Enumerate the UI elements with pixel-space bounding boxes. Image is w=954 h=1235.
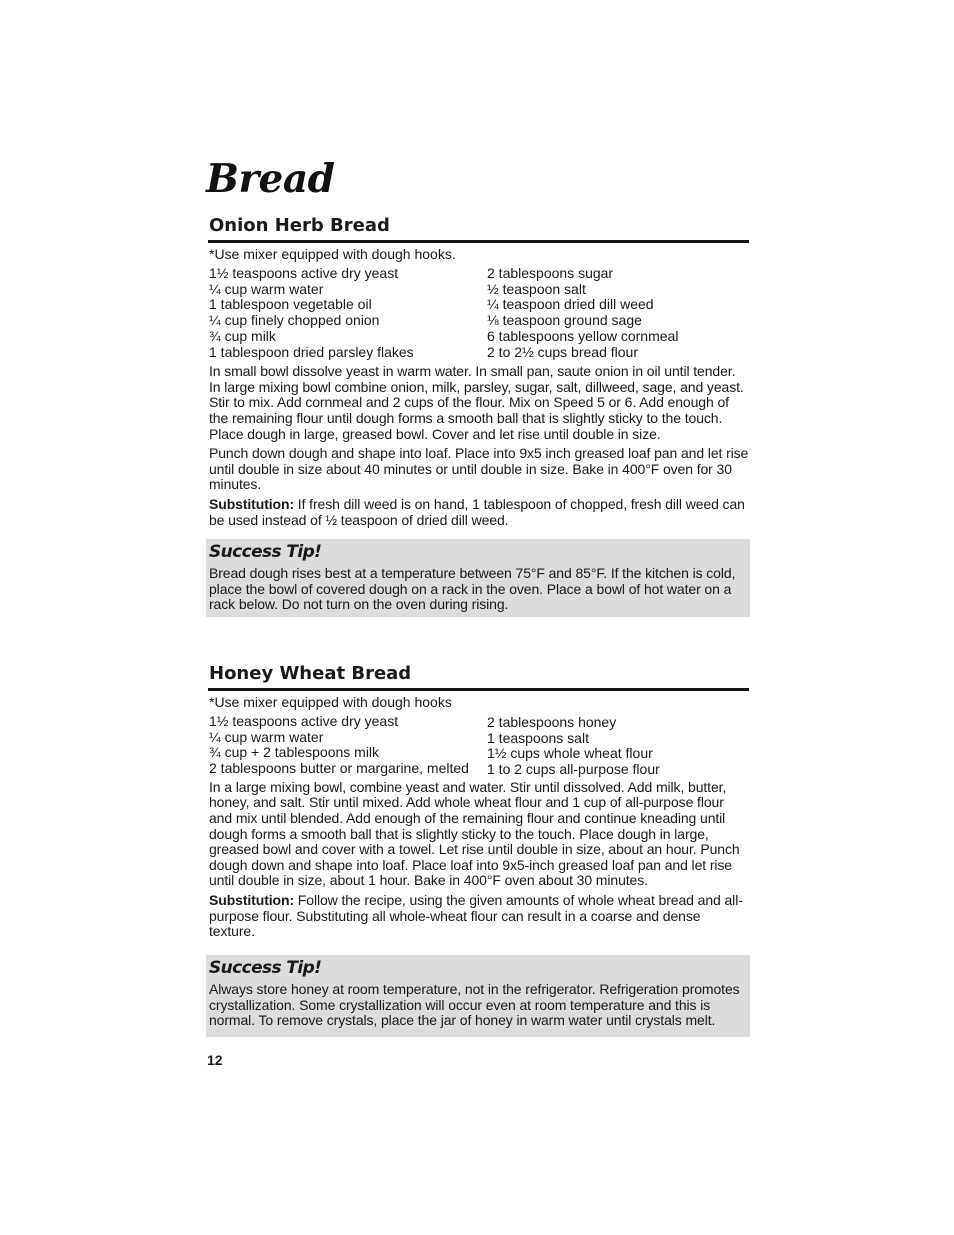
directions-paragraph: Punch down dough and shape into loaf. Place into 9x5 inch greased loaf pan and let rise until double in size about 40 minutes or until double in size. Bake in 400°F oven for 30 minutes. — [209, 445, 749, 493]
ingredient-item: 1 to 2 cups all-purpose flour — [487, 761, 660, 778]
ingredient-item: 1½ teaspoons active dry yeast — [209, 713, 399, 729]
ingredient-item: ¼ teaspoon dried dill weed — [487, 296, 654, 313]
ingredient-item: ½ teaspoon salt — [487, 280, 586, 297]
ingredient-column-right — [487, 714, 660, 778]
ingredient-item: ¼ cup finely chopped onion — [209, 312, 380, 329]
recipe-note: *Use mixer equipped with dough hooks — [209, 694, 452, 710]
ingredient-item: 2 tablespoons honey — [487, 714, 617, 730]
directions-paragraph: In a large mixing bowl, combine yeast and water. Stir until dissolved. Add milk, butter, honey, and salt. Stir until mixed. Add whole wheat flour and 1 cup of all-purpose flour and mix until blended. Add enough of the remaining flour and continue kneading until dough forms a smooth ball that is slightly sticky to the touch. Place dough in large, greased bowl and cover with a towel. Let rise until double in size, about an hour. Punch dough down and shape into loaf. Place loaf into 9x5-inch greased loaf pan and let rise until double in size, about 1 hour. Bake in 400°F oven about 30 minutes. — [209, 778, 740, 889]
substitution-paragraph — [209, 497, 749, 528]
ingredient-item: 1½ cups whole wheat flour — [487, 745, 653, 762]
recipe-title: Onion Herb Bread — [208, 215, 749, 243]
page-title: Bread — [206, 156, 335, 202]
substitution-text: If fresh dill weed is on hand, 1 tablespoon of chopped, fresh dill weed can be used instead of ½ teaspoon of dried dill weed. — [209, 495, 745, 528]
recipe-onion-herb-bread — [208, 215, 749, 528]
tip-title: Success Tip! — [209, 958, 322, 978]
tip-title: Success Tip! — [209, 542, 322, 562]
ingredient-column-right — [487, 266, 678, 360]
ingredient-item: ¼ cup warm water — [209, 280, 324, 297]
success-tip-box — [206, 539, 750, 617]
recipe-honey-wheat-bread — [208, 663, 749, 940]
ingredient-item: 6 tablespoons yellow cornmeal — [487, 327, 679, 344]
ingredient-item: ¼ cup warm water — [209, 728, 324, 745]
substitution-label: Substitution: — [209, 891, 295, 908]
ingredient-item: 1 tablespoon vegetable oil — [209, 296, 372, 313]
ingredient-item: ⅛ teaspoon ground sage — [487, 312, 642, 329]
ingredient-item: 1 teaspoons salt — [487, 729, 589, 746]
recipe-title: Honey Wheat Bread — [208, 663, 749, 691]
ingredient-item: ¾ cup milk — [209, 327, 276, 344]
ingredient-item: 2 tablespoons sugar — [487, 265, 614, 281]
substitution-text: Follow the recipe, using the given amounts of whole wheat bread and all-purpose flour. Substituting all whole-wheat flour can result in a coarse and dense texture. — [209, 891, 743, 940]
tip-text: Always store honey at room temperature, not in the refrigerator. Refrigeration promotes crystallization. Some crystallization will occur even at room temperature and this is normal. To remove crystals, place the jar of honey in warm water until crystals melt. — [209, 981, 740, 1029]
ingredient-column-left — [209, 266, 487, 360]
ingredient-item: 1 tablespoon dried parsley flakes — [209, 343, 414, 360]
ingredient-item: 1½ teaspoons active dry yeast — [209, 265, 399, 281]
ingredient-list — [209, 714, 749, 778]
page-number: 12 — [207, 1052, 223, 1068]
success-tip-box — [206, 955, 750, 1037]
substitution-label: Substitution: — [209, 495, 295, 512]
ingredient-item: 2 tablespoons butter or margarine, melted — [209, 760, 469, 777]
ingredient-list — [209, 266, 749, 360]
recipe-note: *Use mixer equipped with dough hooks. — [209, 246, 456, 262]
ingredient-column-left — [209, 714, 487, 778]
substitution-paragraph — [209, 893, 749, 940]
directions-paragraph: In small bowl dissolve yeast in warm water. In small pan, saute onion in oil until tender. In large mixing bowl combine onion, milk, parsley, sugar, salt, dillweed, sage, and yeast. Stir to mix. Add cornmeal and 2 cups of the flour. Mix on Speed 5 or 6. Add enough of the remaining flour until dough forms a smooth ball that is slightly sticky to the touch. Place dough in large, greased bowl. Cover and let rise until double in size. — [209, 363, 744, 442]
ingredient-item: ¾ cup + 2 tablespoons milk — [209, 744, 380, 761]
tip-text: Bread dough rises best at a temperature between 75°F and 85°F. If the kitchen is cold, place the bowl of covered dough on a rack in the oven. Place a bowl of hot water on a rack below. Do not turn on the oven during rising. — [209, 565, 736, 613]
ingredient-item: 2 to 2½ cups bread flour — [487, 343, 638, 360]
